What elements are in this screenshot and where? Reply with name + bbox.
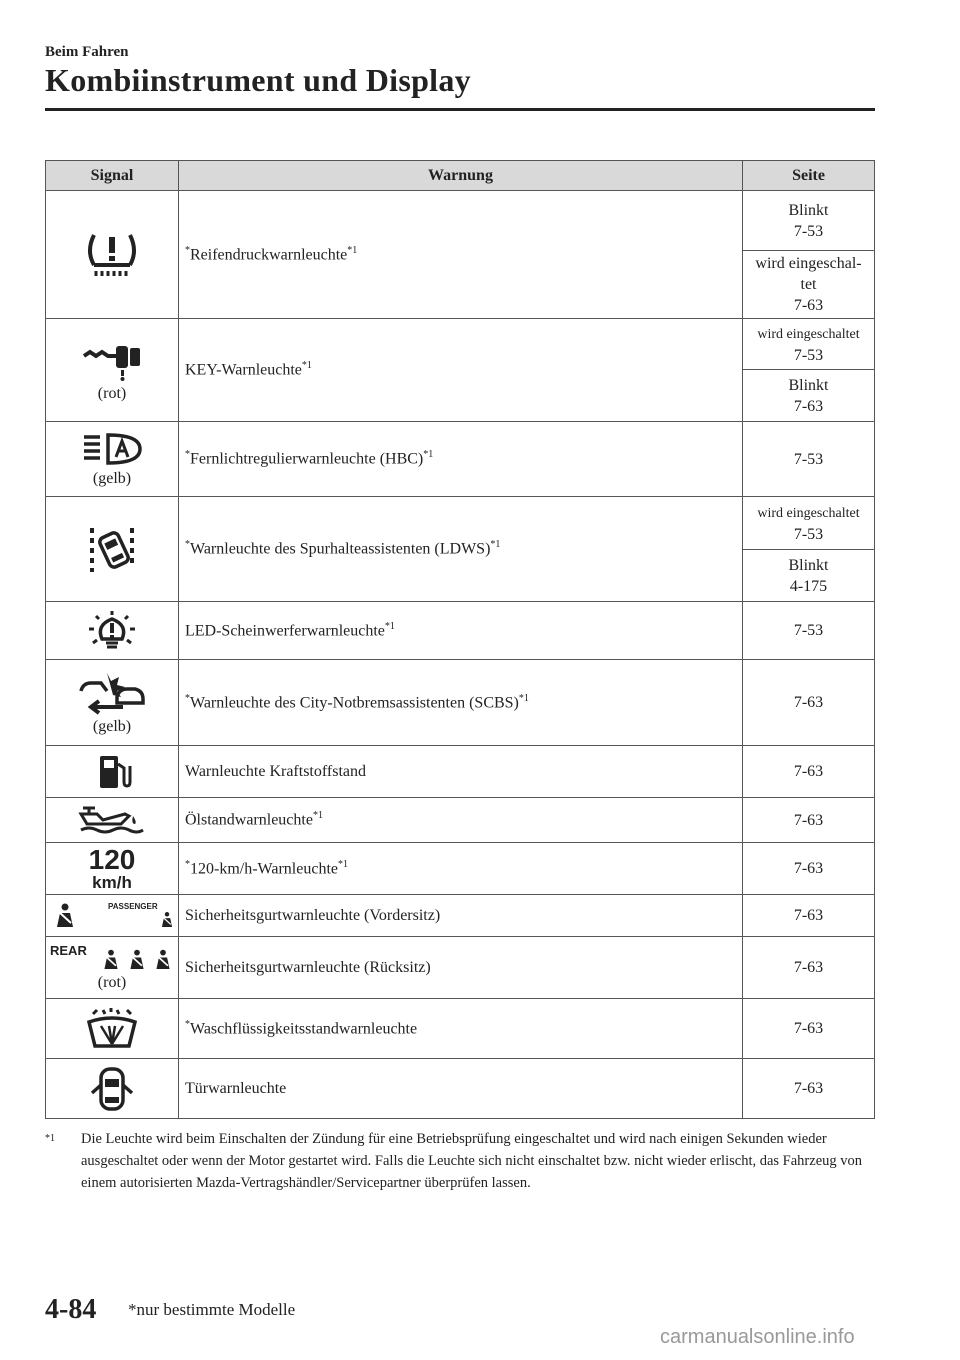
section-label: Beim Fahren bbox=[45, 44, 129, 60]
page-cell bbox=[743, 251, 875, 319]
lane-departure-icon bbox=[82, 524, 142, 574]
page-cell bbox=[743, 370, 875, 422]
table-row bbox=[46, 798, 875, 843]
page-ref: 4-175 bbox=[789, 577, 828, 595]
warning-cell bbox=[179, 1059, 743, 1119]
table-row bbox=[46, 191, 875, 251]
page-label: wird eingeschal- bbox=[755, 255, 862, 272]
table-row bbox=[46, 319, 875, 370]
seatbelt-passenger-icon bbox=[46, 901, 178, 931]
page-cell bbox=[743, 937, 875, 999]
page-cell bbox=[743, 1059, 875, 1119]
signal-cell bbox=[46, 895, 179, 937]
signal-cell bbox=[46, 1059, 179, 1119]
led-headlight-icon bbox=[86, 609, 138, 653]
warning-cell bbox=[179, 843, 743, 895]
signal-cell bbox=[46, 798, 179, 843]
footnote-ref: *1 bbox=[312, 810, 323, 822]
header-signal: Signal bbox=[46, 161, 179, 191]
page-label: Blinkt bbox=[788, 556, 829, 574]
table-row bbox=[46, 746, 875, 798]
fuel-icon bbox=[92, 752, 132, 792]
table-row bbox=[46, 843, 875, 895]
seatbelt-person-icon bbox=[128, 949, 146, 971]
key-icon bbox=[80, 338, 144, 382]
footnote-text: Die Leuchte wird beim Einschalten der Zündung für eine Betriebsprüfung eingeschaltet und wird nach einigen Sekunden wieder ausgeschaltet oder wenn der Motor gestartet wird. Falls die Leuchte sich nicht einschaltet bzw. nicht wieder erlischt, das Fahrzeug von einem autorisierten Mazda-Vertragshändler/Servicepartner überprüfen lassen. bbox=[81, 1131, 863, 1191]
seatbelt-rear-icon bbox=[46, 943, 178, 971]
star-marker: * bbox=[185, 449, 190, 461]
signal-cell bbox=[46, 191, 179, 319]
warning-cell bbox=[179, 999, 743, 1059]
warning-text: Warnleuchte des City-Notbremsassistenten (SCBS) bbox=[190, 694, 519, 712]
page-cell bbox=[743, 602, 875, 660]
page-label: Blinkt bbox=[788, 201, 829, 219]
tire-pressure-icon bbox=[84, 231, 140, 279]
page-ref: 7-53 bbox=[793, 346, 824, 364]
seatbelt-person-icon bbox=[160, 911, 174, 929]
footnote-mark: *1 bbox=[45, 1133, 55, 1144]
warning-cell bbox=[179, 191, 743, 319]
page-cell bbox=[743, 497, 875, 550]
color-label: (gelb) bbox=[92, 469, 132, 487]
model-note: *nur bestimmte Modelle bbox=[128, 1300, 296, 1319]
page-cell bbox=[743, 660, 875, 746]
footnote-ref: *1 bbox=[338, 858, 348, 870]
warning-cell bbox=[179, 497, 743, 602]
warning-text: Reifendruckwarnleuchte bbox=[190, 246, 348, 264]
warning-text: Sicherheitsgurtwarnleuchte (Vordersitz) bbox=[185, 906, 441, 924]
page-cell bbox=[743, 191, 875, 251]
warning-cell bbox=[179, 660, 743, 746]
page-label: tet bbox=[800, 276, 817, 293]
color-label: (rot) bbox=[97, 974, 127, 991]
footnote bbox=[45, 1128, 875, 1194]
signal-cell bbox=[46, 422, 179, 497]
icon-text: REAR bbox=[50, 943, 87, 958]
icon-text: km/h bbox=[92, 873, 132, 892]
table-row bbox=[46, 660, 875, 746]
footnote-ref: *1 bbox=[490, 539, 501, 551]
star-marker: * bbox=[185, 1018, 190, 1030]
star-marker: * bbox=[185, 858, 190, 870]
page-cell bbox=[743, 999, 875, 1059]
page-ref: 7-63 bbox=[793, 907, 824, 924]
signal-cell bbox=[46, 937, 179, 999]
warning-text: Ölstandwarnleuchte bbox=[185, 811, 313, 829]
page-ref: 7-63 bbox=[793, 694, 824, 711]
washer-fluid-icon bbox=[85, 1006, 139, 1052]
footnote-ref: *1 bbox=[384, 620, 395, 632]
seatbelt-person-icon bbox=[102, 949, 120, 971]
page-number: 4-84 bbox=[45, 1294, 97, 1325]
footnote-ref: *1 bbox=[301, 360, 312, 372]
table-row bbox=[46, 895, 875, 937]
city-brake-icon bbox=[77, 669, 147, 715]
door-ajar-icon bbox=[89, 1065, 135, 1113]
page-title: Kombiinstrument und Display bbox=[45, 62, 471, 98]
signal-cell bbox=[46, 602, 179, 660]
warning-text: 120-km/h-Warnleuchte bbox=[190, 860, 338, 878]
page-label: wird eingeschaltet bbox=[757, 505, 860, 521]
page-cell bbox=[743, 798, 875, 843]
page-ref: 7-63 bbox=[793, 860, 824, 877]
page-ref: 7-53 bbox=[793, 450, 824, 468]
table-row bbox=[46, 422, 875, 497]
page-label: wird eingeschaltet bbox=[757, 326, 860, 342]
speed-120-icon bbox=[46, 846, 178, 891]
page-ref: 7-63 bbox=[793, 1020, 824, 1037]
page-ref: 7-53 bbox=[793, 222, 824, 240]
page-cell bbox=[743, 843, 875, 895]
warning-text: KEY-Warnleuchte bbox=[185, 361, 302, 379]
star-marker: * bbox=[185, 692, 190, 704]
page-ref: 7-63 bbox=[793, 1080, 824, 1097]
signal-cell bbox=[46, 999, 179, 1059]
warning-cell bbox=[179, 798, 743, 843]
footnote-ref: *1 bbox=[347, 244, 358, 256]
page-cell bbox=[743, 319, 875, 370]
title-rule bbox=[45, 108, 875, 111]
page-cell bbox=[743, 746, 875, 798]
warning-cell bbox=[179, 319, 743, 422]
warning-table bbox=[45, 160, 875, 1119]
warning-text: Warnleuchte Kraftstoffstand bbox=[185, 762, 367, 780]
high-beam-control-icon bbox=[80, 431, 144, 467]
page-ref: 7-53 bbox=[793, 622, 824, 639]
page-cell bbox=[743, 422, 875, 497]
page-label: Blinkt bbox=[788, 376, 829, 394]
page-ref: 7-53 bbox=[793, 525, 824, 543]
page-cell bbox=[743, 895, 875, 937]
warning-text: Fernlichtregulierwarnleuchte (HBC) bbox=[190, 450, 424, 468]
seatbelt-person-icon bbox=[154, 949, 172, 971]
signal-cell bbox=[46, 746, 179, 798]
signal-cell bbox=[46, 843, 179, 895]
header-warning: Warnung bbox=[179, 161, 743, 191]
page-ref: 7-63 bbox=[793, 297, 824, 314]
table-row bbox=[46, 497, 875, 550]
warning-cell bbox=[179, 422, 743, 497]
signal-cell bbox=[46, 497, 179, 602]
table-row bbox=[46, 937, 875, 999]
warning-cell bbox=[179, 937, 743, 999]
seatbelt-person-icon bbox=[54, 903, 76, 929]
warning-text: Waschflüssigkeitsstandwarnleuchte bbox=[190, 1020, 418, 1038]
icon-text: PASSENGER bbox=[108, 901, 158, 911]
icon-text: 120 bbox=[88, 844, 136, 875]
footnote-ref: *1 bbox=[423, 449, 434, 461]
table-row bbox=[46, 1059, 875, 1119]
signal-cell bbox=[46, 660, 179, 746]
table-row bbox=[46, 602, 875, 660]
watermark: carmanualsonline.info bbox=[660, 1326, 855, 1348]
header-page: Seite bbox=[743, 161, 875, 191]
color-label: (gelb) bbox=[92, 718, 132, 735]
warning-text: Sicherheitsgurtwarnleuchte (Rücksitz) bbox=[185, 958, 431, 976]
page-ref: 7-63 bbox=[793, 959, 824, 976]
page-ref: 7-63 bbox=[793, 811, 824, 829]
warning-cell bbox=[179, 895, 743, 937]
table-row bbox=[46, 999, 875, 1059]
page-cell bbox=[743, 550, 875, 602]
warning-text: Türwarnleuchte bbox=[185, 1079, 287, 1097]
color-label: (rot) bbox=[97, 384, 127, 402]
star-marker: * bbox=[185, 244, 190, 256]
star-marker: * bbox=[185, 539, 190, 551]
oil-level-icon bbox=[77, 802, 147, 838]
footnote-ref: *1 bbox=[518, 692, 529, 704]
page-ref: 7-63 bbox=[793, 763, 824, 780]
signal-cell bbox=[46, 319, 179, 422]
page-ref: 7-63 bbox=[793, 397, 824, 415]
warning-cell bbox=[179, 602, 743, 660]
warning-text: LED-Scheinwerferwarnleuchte bbox=[185, 622, 385, 640]
warning-text: Warnleuchte des Spurhalteassistenten (LDWS) bbox=[190, 540, 491, 558]
table-header-row bbox=[46, 161, 875, 191]
warning-cell bbox=[179, 746, 743, 798]
